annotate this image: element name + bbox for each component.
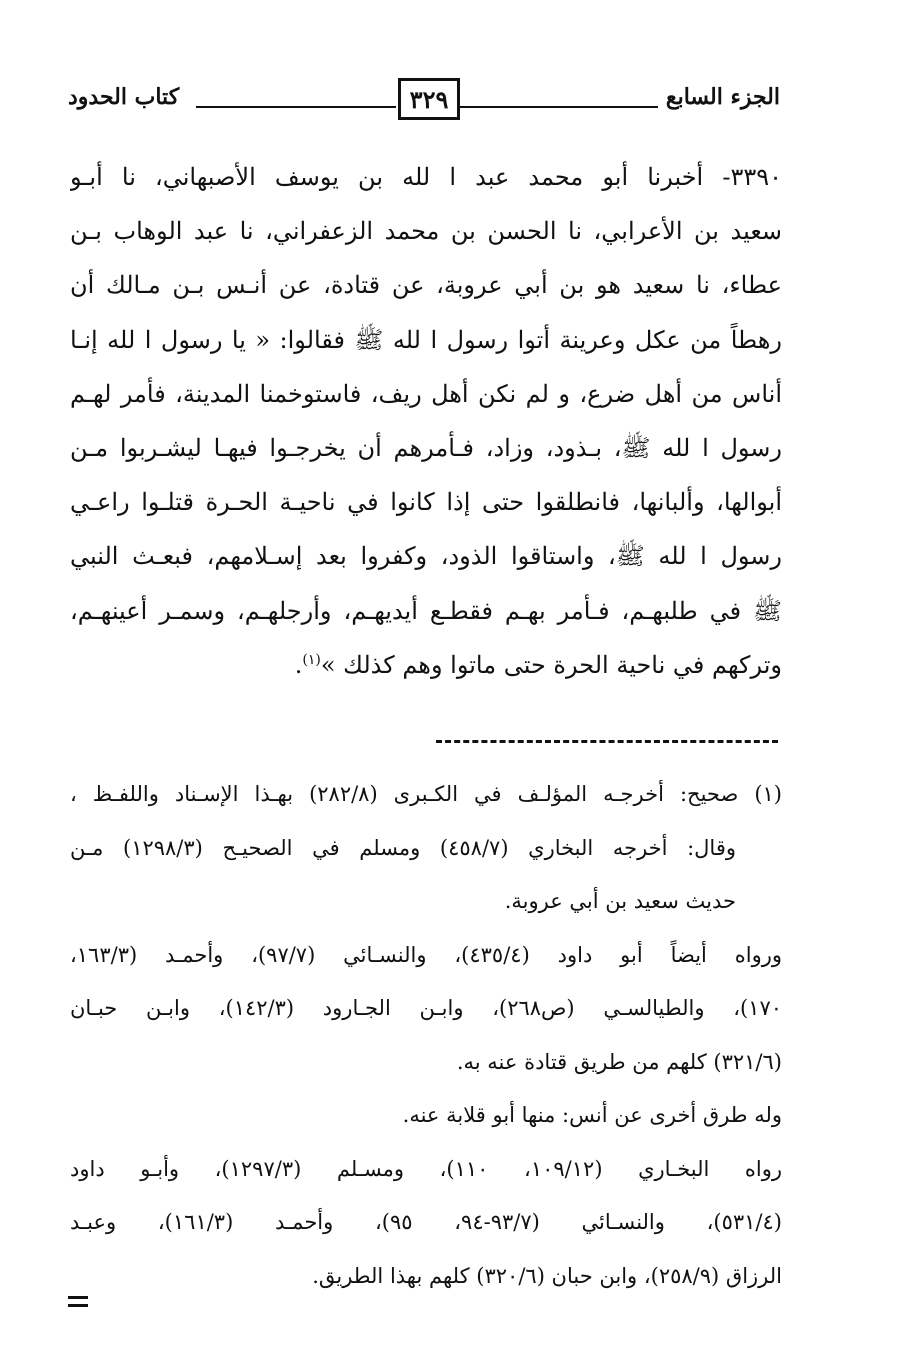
footnote-line: (٣٢١/٦) كلهم من طريق قتادة عنه به. — [456, 1049, 782, 1074]
text-line-last: وتركهم في ناحية الحرة حتى ماتوا وهم كذلك »$^{(١)}$. — [294, 650, 782, 679]
footnote-line: رواه البخـاري (١٠٩/١٢، ١١٠)، ومسـلم (١٢٩٧/٣)، وأبـو داود — [70, 1156, 782, 1181]
footnote-line: ورواه أيضاً أبو داود (٤٣٥/٤)، والنسـائي (٩٧/٧)، وأحمـد (١٦٣/٣، — [70, 942, 782, 967]
text-line: أبوالها، وألبانها، فانطلقوا حتى إذا كانوا في ناحيـة الحـرة قتلـوا راعـي — [70, 488, 782, 517]
text-line: عطاء، نا سعيد هو بن أبي عروبة، عن قتادة، عن أنـس بـن مـالك أن — [70, 271, 782, 300]
text-line: ٣٣٩٠- أخبرنا أبو محمد عبد ا لله بن يوسف الأصبهاني، نا أبـو — [70, 163, 782, 191]
page-number-box — [398, 78, 460, 120]
text-line: أناس من أهل ضرع، و لم نكن أهل ريف، فاستوخمنا المدينة، فأمر لهـم — [70, 379, 782, 408]
footnote-line: وله طرق أخرى عن أنس: منها أبو قلابة عنه. — [402, 1103, 782, 1127]
text-line: رسول ا لله ﷺ، بـذود، وزاد، فـأمرهم أن يخرجـوا فيهـا ليشـربوا مـن — [70, 433, 782, 462]
footnote-line: حديث سعيد بن أبي عروبة. — [504, 889, 736, 913]
footnote-line: وقال: أخرجه البخاري (٤٥٨/٧) ومسلم في الصحيـح (١٢٩٨/٣) مـن — [70, 835, 736, 860]
text-line: رهطاً من عكل وعرينة أتوا رسول ا لله ﷺ فقالوا: « يا رسول ا لله إنـا — [70, 325, 782, 354]
hadith-text — [70, 150, 782, 692]
text-line-content: وتركهم في ناحية الحرة حتى ماتوا وهم كذلك » — [320, 650, 782, 679]
header-rule-right — [458, 106, 658, 108]
text-line: ﷺ في طلبهـم، فـأمر بهـم فقطـع أيديهـم، وأرجلهـم، وسمـر أعينهـم، — [70, 596, 782, 625]
book-title: كتاب الحدود — [68, 84, 180, 110]
footnote-line: الرزاق (٢٥٨/٩)، وابن حبان (٣٢٠/٦) كلهم بهذا الطريق. — [312, 1263, 782, 1288]
footnote-line: (٥٣١/٤)، والنسـائي (٩٣/٧-٩٤، ٩٥)، وأحمـد (١٦١/٣)، وعبـد — [70, 1210, 782, 1234]
volume-label: الجزء السابع — [665, 84, 780, 110]
footnote-line: ١٧٠)، والطيالسـي (ص٢٦٨)، وابـن الجـارود (١٤٢/٣)، وابـن حبـان — [70, 996, 782, 1020]
text-line: رسول ا لله ﷺ، واستاقوا الذود، وكفروا بعد إسـلامهم، فبعـث النبي — [70, 542, 782, 571]
end-of-page-mark — [68, 1296, 88, 1312]
footnotes — [70, 768, 782, 1303]
footnote-marker[interactable]: (١) — [302, 651, 321, 668]
running-header — [68, 78, 780, 128]
page-number: ٣٢٩ — [409, 84, 449, 114]
footnote-line: (١) صحيح: أخرجـه المؤلـف في الكـبرى (٢٨٢/٨) بهـذا الإسـناد واللفـظ ، — [70, 782, 782, 806]
footnote-separator — [436, 740, 778, 743]
text-line: سعيد بن الأعرابي، نا الحسن بن محمد الزعفراني، نا عبد الوهاب بـن — [70, 217, 782, 246]
header-rule-left — [196, 106, 396, 108]
